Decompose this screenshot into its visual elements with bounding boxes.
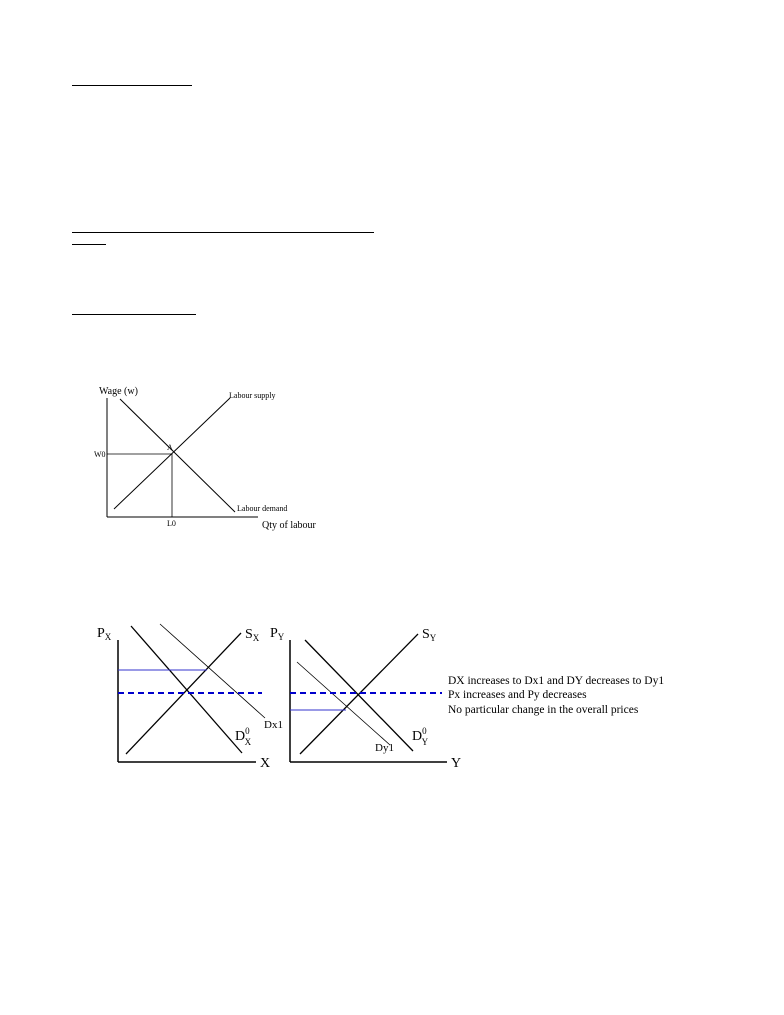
y-market-price-label: $P_Y$ xyxy=(270,626,285,642)
note-overall-prices: No particular change in the overall prices xyxy=(448,704,639,716)
x-market-demand-curve xyxy=(131,626,242,753)
x-market-price-label: $P_X$ xyxy=(97,626,112,642)
x-market-new-demand-label: Dx1 xyxy=(264,719,283,731)
x-market-diagram xyxy=(97,624,283,771)
y-market-qty-label: Y xyxy=(451,756,462,771)
y-market-new-demand-label: Dy1 xyxy=(375,742,394,754)
y-market-demand-label: $D^0$ Y xyxy=(412,726,429,747)
y-market-demand-curve xyxy=(305,640,413,751)
labour-demand-label: Labour demand xyxy=(237,504,288,513)
y-market-diagram xyxy=(270,626,461,771)
x-market-demand-label: $D^0$ X xyxy=(235,726,252,747)
labour-x-label: Qty of labour xyxy=(262,520,316,531)
x-market-qty-label: X xyxy=(260,756,271,771)
labour-point-label: A xyxy=(167,443,173,452)
y-market-new-demand-curve xyxy=(297,662,390,745)
note-price-change: Px increases and Py decreases xyxy=(448,689,587,701)
labour-wage-label: W0 xyxy=(94,450,106,459)
labour-supply-label: Labour supply xyxy=(229,391,276,400)
labour-qty-label: L0 xyxy=(167,519,176,528)
note-demand-shift: DX increases to Dx1 and DY decreases to Dy1 xyxy=(448,675,665,687)
labour-y-label: Wage (w) xyxy=(99,386,138,397)
x-market-supply-label: $S_X$ xyxy=(245,627,260,643)
y-market-supply-label: $S_Y$ xyxy=(422,627,437,643)
